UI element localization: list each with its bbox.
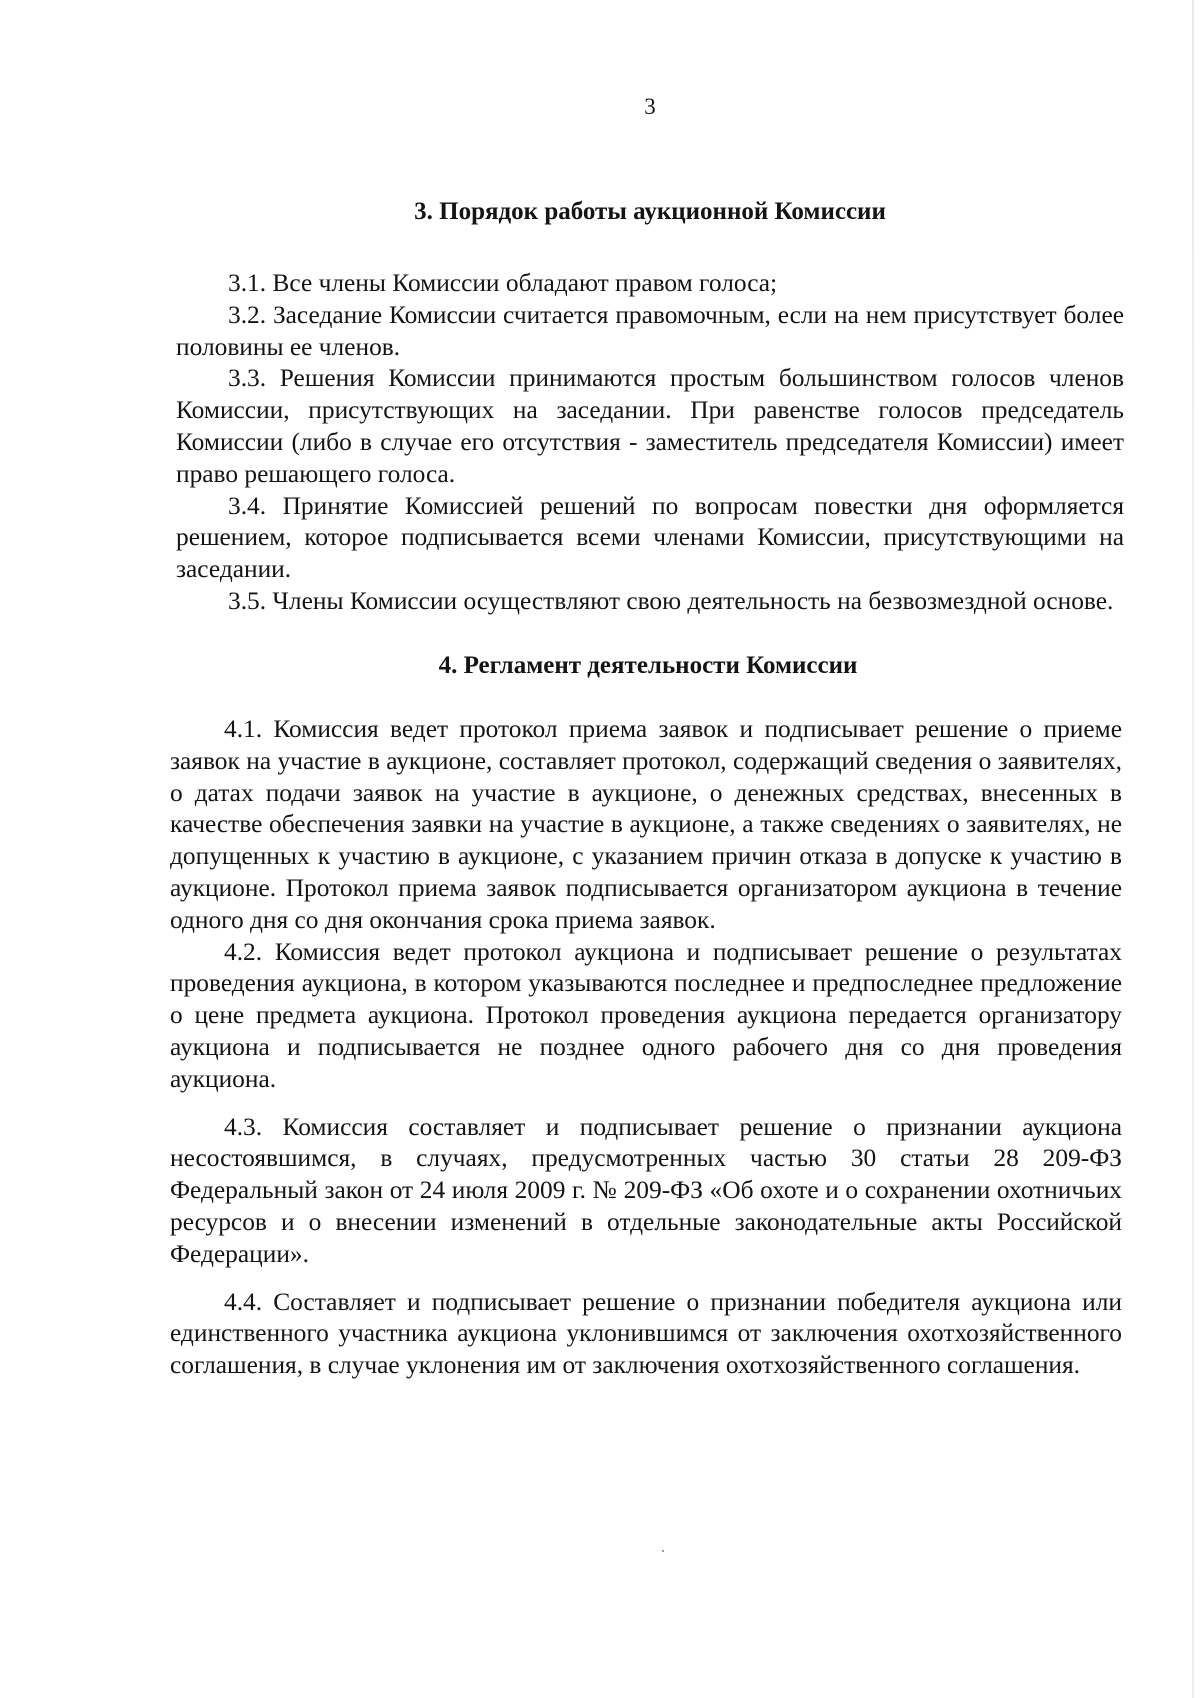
- paragraph-4-3: 4.3. Комиссия составляет и подписывает решение о признании аукциона несостоявшимся, в случаях, предусмотренных частью 30 статьи 28 209-ФЗ Федеральный закон от 24 июля 2009 г. № 209-ФЗ «Об охоте и о сохранении охотничьих ресурсов и о внесении изменений в отдельные законодательные акты Российской Федерации».: [170, 1112, 1122, 1268]
- section-4-body: [170, 714, 1122, 1382]
- section-3-heading: 3. Порядок работы аукционной Комиссии: [414, 198, 886, 225]
- paragraph-3-4: 3.4. Принятие Комиссией решений по вопросам повестки дня оформляется решением, которое подписывается всеми членами Комиссии, присутствующими на заседании.: [176, 491, 1124, 584]
- paragraph-4-1: 4.1. Комиссия ведет протокол приема заявок и подписывает решение о приеме заявок на участие в аукционе, составляет протокол, содержащий сведения о заявителях, о датах подачи заявок на участие в аукционе, о денежных средствах, внесенных в качестве обеспечения заявки на участие в аукционе, а также сведениях о заявителях, не допущенных к участию в аукционе, с указанием причин отказа в допуске к участию в аукционе. Протокол приема заявок подписывается организатором аукциона в течение одного дня со дня окончания срока приема заявок.: [170, 715, 1122, 934]
- page-number: 3: [644, 94, 656, 119]
- scan-speckle: [662, 1550, 664, 1552]
- paragraph-3-3: 3.3. Решения Комиссии принимаются простым большинством голосов членов Комиссии, присутствующих на заседании. При равенстве голосов председатель Комиссии (либо в случае его отсутствия - заместитель председателя Комиссии) имеет право решающего голоса.: [176, 364, 1124, 488]
- section-4-heading: 4. Регламент деятельности Комиссии: [438, 652, 858, 679]
- paragraph-4-4: 4.4. Составляет и подписывает решение о признании победителя аукциона или единственного участника аукциона уклонившимся от заключения охотхозяйственного соглашения, в случае уклонения им от заключения охотхозяйственного соглашения.: [170, 1287, 1122, 1380]
- paragraph-3-1: 3.1. Все члены Комиссии обладают правом голоса;: [228, 269, 778, 297]
- paragraph-4-2: 4.2. Комиссия ведет протокол аукциона и подписывает решение о результатах проведения аукциона, в котором указываются последнее и предпоследнее предложение о цене предмета аукциона. Протокол проведения аукциона передается организатору аукциона и подписывается не позднее одного рабочего дня со дня проведения аукциона.: [170, 937, 1122, 1093]
- scan-edge-shadow: [1192, 0, 1194, 1698]
- paragraph-3-2: 3.2. Заседание Комиссии считается правомочным, если на нем присутствует более половины ее членов.: [176, 300, 1124, 361]
- paragraph-gap: [170, 1271, 1122, 1287]
- paragraph-3-5: 3.5. Члены Комиссии осуществляют свою деятельность на безвозмездной основе.: [228, 586, 1114, 615]
- paragraph-gap: [170, 1096, 1122, 1112]
- section-3-body: [176, 268, 1124, 618]
